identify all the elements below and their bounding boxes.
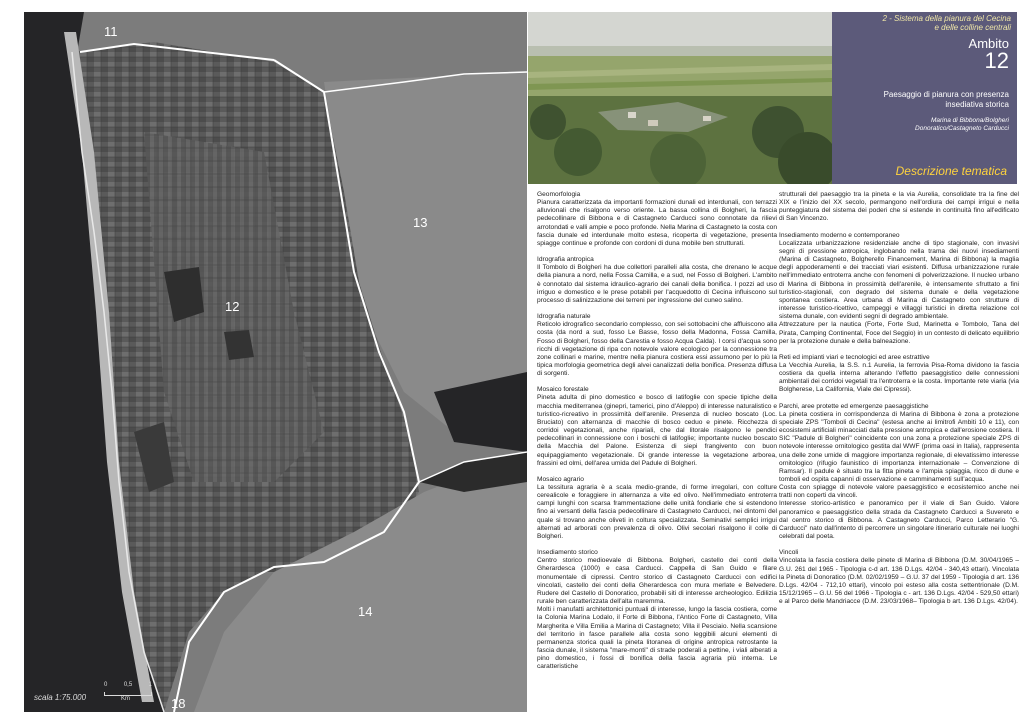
landscape-title: Paesaggio di pianura con presenza insediativa storica (883, 90, 1009, 109)
ambito-number: 12 (984, 48, 1009, 73)
text-column-right (779, 191, 1019, 614)
section-title: Descrizione tematica (895, 164, 1007, 178)
landscape-photo-graphic (528, 12, 832, 184)
zone-label-13: 13 (413, 215, 428, 230)
section-heading: Reti ed impianti viari e tecnologici ed aree estrattive (779, 353, 930, 361)
section-body: Centro storico medioevale di Bibbona. Bolgheri, castello dei conti della Gherardesca (1000) e casa Carducci. Cappella di San Guido e filare monumentale di cipressi. Centro storico di Castagneto Carducci con edifici vincolati, castello dei conti della Gherardesca con mura merlate e Belvedere. Rudere del Castello di Donoratico, probabili siti di interesse archeologico. Edilizia rurale ben caratterizzata dell'alta maremma. Molti i manufatti architettonici puntuali di interesse, lungo la fascia costiera, come la Colonia Marina Lodalo, il Forte di Bibbona, l'Antico Forte di Castagneto, Villa Margherita e Villa Emilia a Marina di Castagneto; Villa il Pesciaio. Nella scansione del territorio in fasce parallele alla costa sono leggibili alcuni elementi di permanenza storica quali la pineta litoranea di origine antropica retrostante la fascia dunale, il sistema "mare-monti" di strade poderali a pettine, i viali alberati a pino domestico, i fossi di bonifica della fascia agraria più interna. Le caratteristiche (537, 557, 777, 671)
section-body: Pineta adulta di pino domestico e bosco di latifoglie con specie tipiche della macchia mediterranea (ginepri, tamerici, pino d'Aleppo) di interesse naturalistico e turistico-ricreativo in prossimità dell'arenile. Presenza di nucleo boscato (Loc. Bruciato) con alternanza di macchie di bosco ceduo e pinete. Ricchezza di corridoi vegetazionali, anche ripariali, che dal litorale risalgono le pendici pedecollinari in connessione con i boschi di latifoglie; importante nucleo boscato della Macchia del Palone. Esistenza di siepi frangivento con buon equipaggiamento vegetazionale. Di grande interesse la vegetazione arborea, frassini ed olmi, dell'area umida del Padule di Bolgheri. (537, 394, 777, 467)
section-heading: Idrografia antropica (537, 256, 594, 264)
section-heading: Insediamento moderno e contemporaneo (779, 231, 900, 239)
text-column-left (537, 191, 777, 679)
zone-label-11: 11 (104, 24, 118, 39)
section-heading: Geomorfologia (537, 191, 581, 198)
zone-label-12: 12 (225, 299, 240, 314)
scale-tick: 0 (104, 682, 108, 688)
municipalities: Marina di Bibbona/Bolgheri Donoratico/Castagneto Carducci (915, 117, 1009, 132)
scale-text: scala 1:75.000 (34, 693, 87, 702)
scale-unit: Km (121, 696, 130, 702)
aerial-map-graphic (24, 12, 527, 712)
series-title: 2 - Sistema della pianura del Cecina e delle colline centrali (882, 14, 1011, 32)
zone-label-18: 18 (171, 696, 186, 711)
section-body: Vincolata la fascia costiera delle pinete di Marina di Bibbona (D.M. 30/04/1965 – G.U. 261 del 1965 - Tipologia c-d art. 136 D.Lgs. 42/04 - 340,43 ettari). Vincolata la Pineta di Donoratico (D.M. 02/02/1959 – G.U. 37 del 1959 - Tipologia d art. 136 D.Lgs. 42/04 - 712,10 ettari), vincolo poi esteso alla costa settentrionale (D.M. 15/12/1965 – G.U. 56 del 1966 - Tipologia c - art. 136 D.Lgs. 42/04 - 529,50 ettari) e al Parco delle Mandriacce (D.M. 23/03/1968– Tipologia b art. 136 D.Lgs. 42/04). (779, 557, 1019, 606)
section-heading: Vincoli (779, 549, 799, 557)
zone-label-14: 14 (358, 604, 373, 619)
ambito-label: Ambito (968, 36, 1009, 51)
scale-tick: 0,5 (123, 682, 133, 688)
section-heading: Insediamento storico (537, 549, 598, 557)
section-heading: Mosaico forestale (537, 386, 589, 394)
section-heading: Idrografia naturale (537, 313, 591, 321)
scale-bar (104, 682, 152, 704)
landscape-photo (528, 12, 832, 184)
section-heading: Parchi, aree protette ed emergenze paesaggistiche (779, 402, 929, 410)
section-body: Localizzata urbanizzazione residenziale anche di tipo stagionale, con invasivi segni di pressione antropica, inglobando nella trama dei nuovi insediamenti (Marina di Castagneto, Bolgherello Financement, Marina di Bibbona) la maglia degli appoderamenti e dei tracciati viari esistenti. Diffusa urbanizzazione rurale nell'immediato entroterra anche con fenomeni di polverizzazione. Il nucleo urbano di Marina di Bibbona in prossimità dell'arenile, è intensamente sfruttato a fini turistico-stagionali, con degrado del sistema dunale e della vegetazione spontanea costiera. Area urbana di Marina di Castagneto con strutture di interesse turistico-ricettivo, campeggi e villaggi turistici in diretta relazione col sistema dunale, con evidenti segni di degrado ambientale. Attrezzature per la nautica (Forte, Forte Sud, Marinetta e Tombolo, Tana del Pirata, Camping Continental, Foce del Seggio) in un contesto di delicato equilibrio per la protezione dunale e della balneazione. (779, 239, 1019, 345)
section-body: La tessitura agraria è a scala medio-grande, di forme irregolari, con colture cerealicole e foraggiere in alternanza a vite ed olivo. Nell'immediato entroterra campi lunghi con scarsa frammentazione delle unità fondiarie che si estendono fino ai versanti della fascia pedecollinare di Castagneto Carducci, nei dintorni del quale si trovano anche oliveti in coltura specializzata. Seminativi semplici irrigui alternati ad arborati con prevalenza di olivo. Olivi secolari risalgono il colle di Bolgheri. (537, 484, 777, 540)
scale-tick: 1 (148, 682, 152, 688)
aerial-map (24, 12, 527, 712)
section-body: strutturali del paesaggio tra la pineta e la via Aurelia, consolidate tra la fine del XIX e l'inizio del XX secolo, permangono nell'ordiura dei campi irrigui e nella punteggiatura del sistema dei poderi che si estende in continuità fino all'edificato di San Vincenzo. (779, 191, 1019, 223)
section-body: Il Tombolo di Bolgheri ha due collettori paralleli alla costa, che drenano le acque della pianura a nord, nella Fossa Camilla, e a sud, nel Fosso di Bolgheri. L'ambito è connotato dal sistema idraulico-agrario dei canali della bonifica. I pozzi ad uso irriguo e domestico e le prese potabili per l'acquedotto di Cecina influiscono sul processo di salinizzazione dei terreni per ingressione del cuneo salino. (537, 264, 777, 304)
section-heading: Mosaico agrario (537, 475, 584, 483)
ambito-header-panel (832, 12, 1017, 184)
section-body: Pianura caratterizzata da importanti formazioni dunali ed interdunali, con terrazzi alluvionali che risalgono verso oriente. La bassa collina di Bolgheri, la fascia pedecollinare di Bibbona e di Castagneto Carducci sono connotate da rilievi arrotondati e valli ampie e poco profonde. Nella Marina di Castagneto la costa con fascia dunale ed interdunale molto estesa, ricoperta di vegetazione, presenta spiagge continue e profonde con cordoni di duna mobile ben strutturati. (537, 199, 777, 247)
section-body: La Vecchia Aurelia, la S.S. n.1 Aurelia, la ferrovia Pisa-Roma dividono la fascia costiera da quella interna alterando l'effetto paesaggistico delle connessioni ambientali dei corridoi vegetali tra l'entroterra e la costa. Importante rete viaria (via Bolgherese, La California, Viale dei Cipressi). (779, 361, 1019, 394)
section-body: Reticolo idrografico secondario complesso, con sei sottobacini che affluiscono alla costa (da nord a sud, fosso Le Basse, fosso della Madonna, Fossa Camilla, Fosso di Bolgheri, fosso della Carestia e fosso Acqua Calda). I corsi d'acqua sono ricchi di vegetazione di ripa con notevole valore ecologico per la connessione tra zone collinari e marine, mentre nella pianura costiera essi assumono per lo più la tipica morfologia geometrica degli alvei canalizzati della bonifica. Presenza diffusa di sorgenti. (537, 321, 777, 378)
section-body: La pineta costiera in corrispondenza di Marina di Bibbona è zona a protezione speciale ZPS "Tomboli di Cecina" (estesa anche ai limitrofi Ambiti 10 e 11), con ecosistemi artificiali minacciati dalla pressione antropica e dall'erosione costiera. Il SIC "Padule di Bolgheri" coincidente con una zona a protezione speciale ZPS di notevole interesse ornitologico gestita dal WWF (prima oasi in Italia), rappresenta una delle zone umide di maggiore importanza regionale, di elevatissimo interesse ornitologico (rifugio faunistico di importanza internazionale – Convenzione di Ramsar). Il padule è situato tra la fitta pineta e l'ampia spiaggia, ricco di dune e tomboli ed ospita capanni di osservazione e camminamenti sull'acqua. Costa con spiagge di notevole valore paesaggistico e ecosistemico anche nei tratti non coperti da vincoli. Interesse storico-artistico e panoramico per il viale di San Guido. Valore panoramico e paesaggistico della strada da Castagneto Carducci a Suvereto e dal centro storico di Bibbona. A Castagneto Carducci, Parco Letterario "G. Carducci" nato dall'intento di percorrere un singolare itinerario culturale nei luoghi celebrati dal poeta. (779, 410, 1019, 541)
